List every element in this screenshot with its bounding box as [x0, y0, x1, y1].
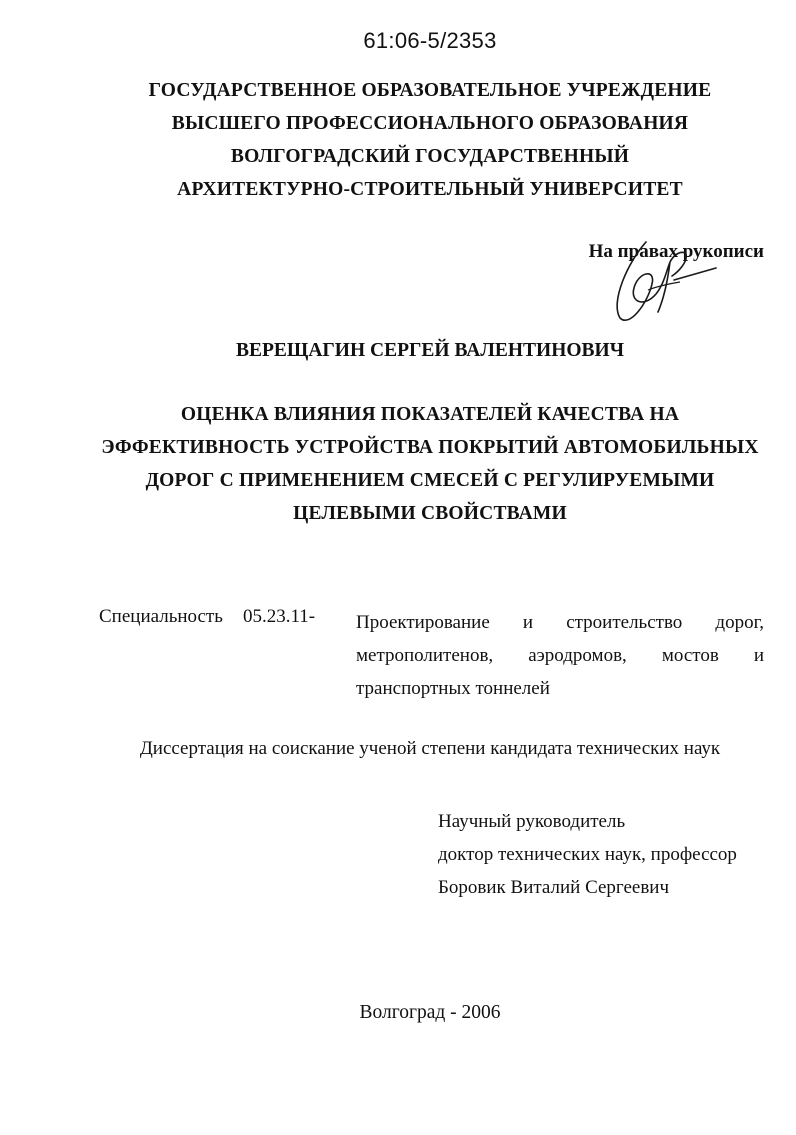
city-year: Волгоград - 2006 [359, 1002, 501, 1023]
title-line: ЦЕЛЕВЫМИ СВОЙСТВАМИ [293, 503, 567, 524]
title-line: ЭФФЕКТИВНОСТЬ УСТРОЙСТВА ПОКРЫТИЙ АВТОМОБИЛЬНЫХ [101, 437, 759, 458]
specialty-code: 05.23.11- [243, 606, 316, 627]
specialty-line: транспортных тоннелей [356, 678, 550, 699]
institution-line: ВЫСШЕГО ПРОФЕССИОНАЛЬНОГО ОБРАЗОВАНИЯ [171, 113, 689, 134]
title-line: ДОРОГ С ПРИМЕНЕНИЕМ СМЕСЕЙ С РЕГУЛИРУЕМЫМИ [145, 470, 715, 491]
institution-line: ГОСУДАРСТВЕННОЕ ОБРАЗОВАТЕЛЬНОЕ УЧРЕЖДЕНИЕ [148, 80, 712, 101]
institution-line: ВОЛГОГРАДСКИЙ ГОСУДАРСТВЕННЫЙ [230, 146, 630, 167]
title-line: ОЦЕНКА ВЛИЯНИЯ ПОКАЗАТЕЛЕЙ КАЧЕСТВА НА [180, 404, 680, 425]
advisor-role: Научный руководитель [438, 811, 626, 832]
specialty-description [356, 606, 764, 705]
institution-line: АРХИТЕКТУРНО-СТРОИТЕЛЬНЫЙ УНИВЕРСИТЕТ [177, 179, 683, 200]
thesis-title [0, 398, 796, 530]
specialty-line: метрополитенов, аэродромов, мостов и [356, 645, 764, 666]
specialty-label: Специальность [99, 606, 223, 627]
specialty-line: Проектирование и строительство дорог, [356, 612, 764, 633]
advisor-name: Боровик Виталий Сергеевич [438, 877, 670, 898]
author-name: ВЕРЕЩАГИН СЕРГЕЙ ВАЛЕНТИНОВИЧ [235, 340, 625, 361]
rights-note: На правах рукописи [588, 241, 764, 262]
institution-block [0, 74, 796, 206]
dissertation-line: Диссертация на соискание ученой степени кандидата технических наук [139, 738, 721, 759]
archive-code: 61:06-5/2353 [363, 28, 497, 53]
signature-icon [608, 232, 718, 328]
advisor-block [438, 805, 737, 904]
advisor-degree: доктор технических наук, профессор [438, 844, 737, 865]
